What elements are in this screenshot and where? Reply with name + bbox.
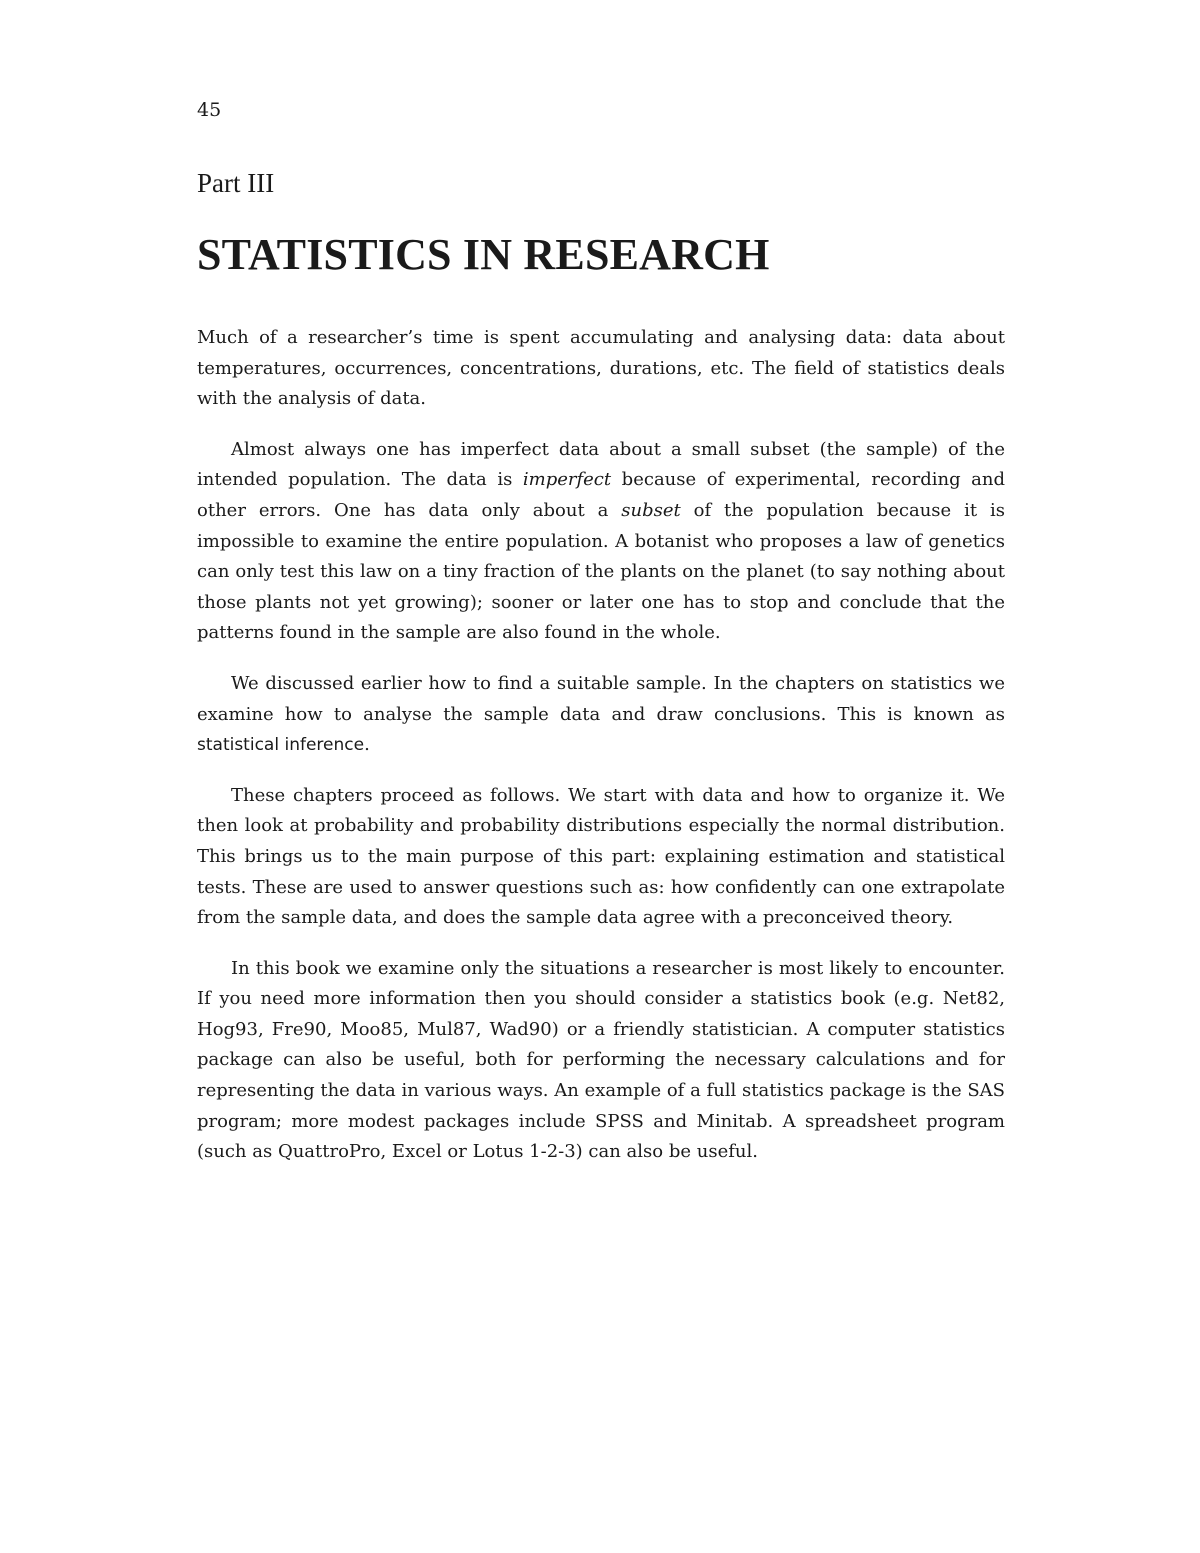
term-statistical-inference: statistical inference — [197, 735, 365, 756]
text-run: Almost always one has imperfect data about a small subset (the sample) of the intended population. The data is — [197, 438, 1005, 491]
paragraph-inference — [197, 669, 1005, 761]
text-run: We discussed earlier how to find a suitable sample. In the chapters on statistics we examine how to analyse the sample data and draw conclusions. This is known as — [197, 672, 1005, 725]
emphasis-imperfect: imperfect — [522, 469, 612, 491]
part-label: Part III — [197, 168, 275, 198]
paragraph-resources: In this book we examine only the situations a researcher is most likely to encounter. If you need more information then you should consider a statistics book (e.g. Net82, Hog93, Fre90, Moo85, Mul87, Wad90) or a friendly statistician. A computer statistics package can also be useful, both for performing the necessary calculations and for representing the data in various ways. An example of a full statistics package is the SAS program; more modest packages include SPSS and Minitab. A spreadsheet program (such as QuattroPro, Excel or Lotus 1-2-3) can also be useful. — [197, 957, 1005, 1163]
paragraph-imperfect-data — [197, 435, 1005, 649]
paragraph-intro: Much of a researcher’s time is spent accumulating and analysing data: data about temperatures, occurrences, concentrations, durations, etc. The field of statistics deals with the analysis of data. — [197, 327, 1005, 410]
body-text — [197, 323, 1005, 1188]
page-number: 45 — [197, 99, 222, 121]
paragraph-chapters: These chapters proceed as follows. We start with data and how to organize it. We then look at probability and probability distributions especially the normal distribution. This brings us to the main purpose of this part: explaining estimation and statistical tests. These are used to answer questions such as: how confidently can one extrapolate from the sample data, and does the sample data agree with a preconceived theory. — [197, 784, 1005, 929]
text-run: because of experimental, recording and other errors. One has data only about a — [197, 469, 1005, 521]
text-run: of the population because it is impossible to examine the entire population. A botanist who proposes a law of genetics can only test this law on a tiny fraction of the plants on the planet (to say nothing about those plants not yet growing); sooner or later one has to stop and conclude that the patterns found in the sample are also found in the whole. — [197, 499, 1005, 644]
emphasis-subset: subset — [621, 499, 681, 521]
text-run: . — [364, 734, 370, 756]
part-title: STATISTICS IN RESEARCH — [197, 230, 770, 279]
